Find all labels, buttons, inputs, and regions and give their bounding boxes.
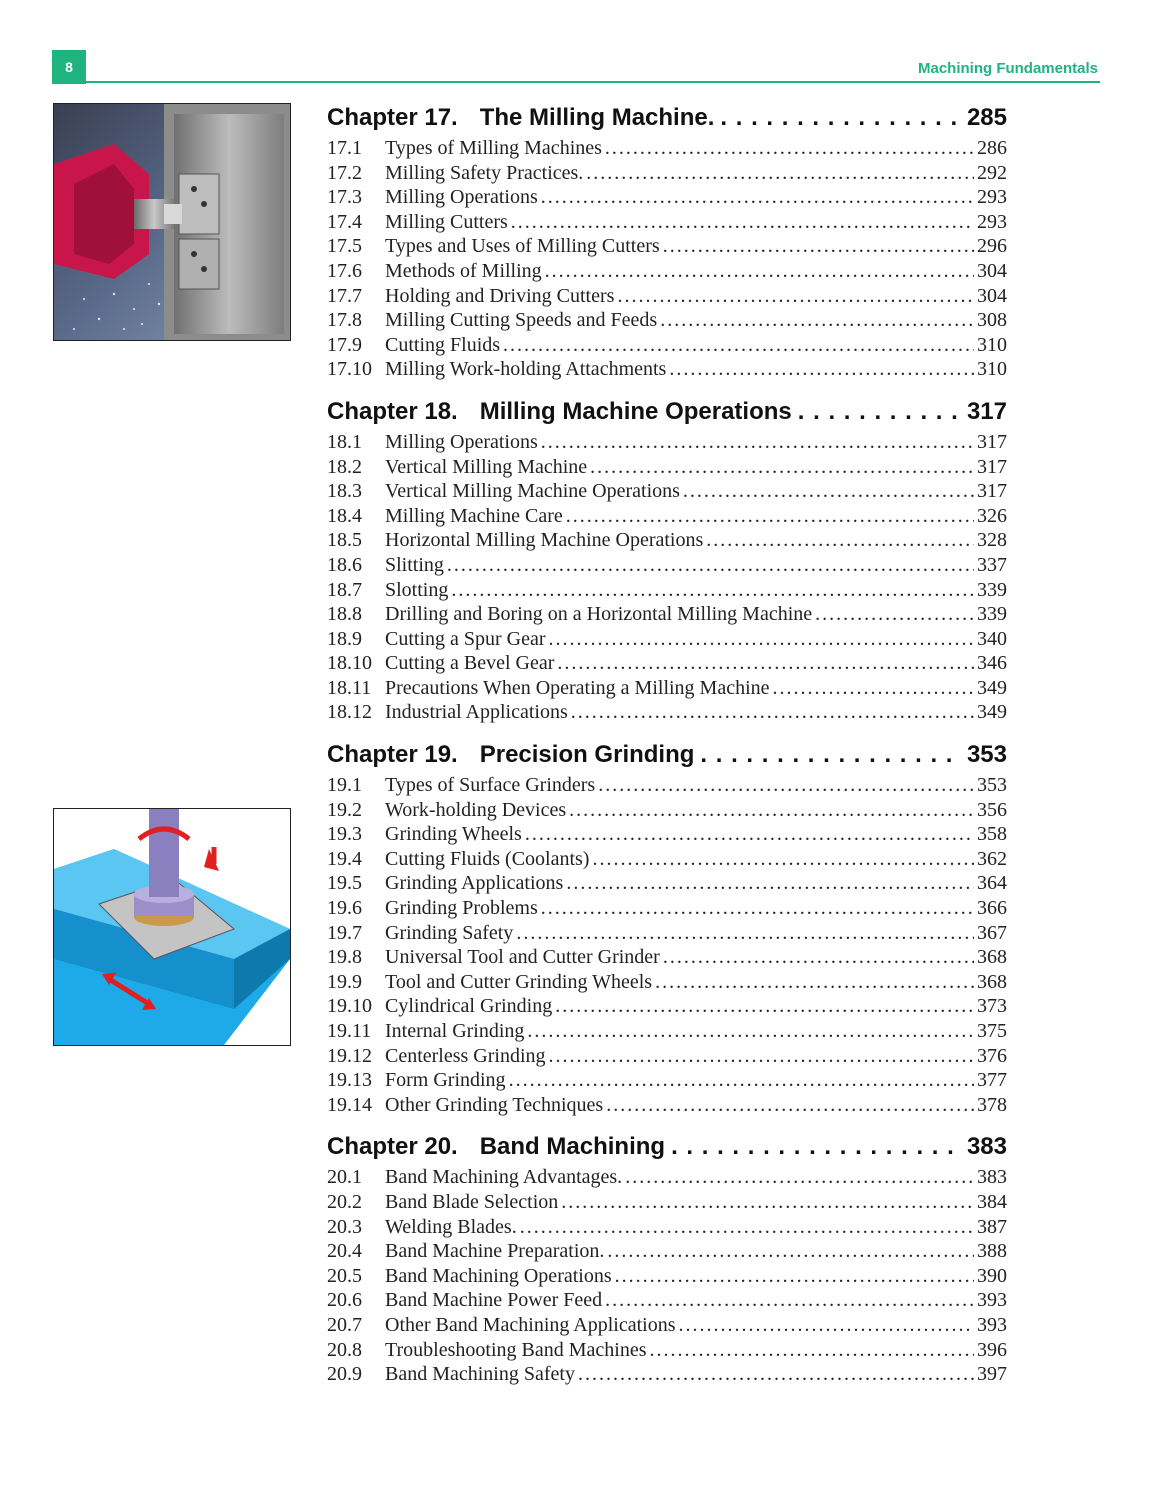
section-page: 317 xyxy=(977,480,1007,503)
section-page: 346 xyxy=(977,652,1007,675)
section-page: 349 xyxy=(977,701,1007,724)
section-page: 390 xyxy=(977,1264,1007,1287)
leader-dots xyxy=(615,1264,974,1289)
section-title: Milling Operations xyxy=(385,186,538,209)
leader-dots xyxy=(509,1068,974,1093)
leader-dots xyxy=(578,1362,974,1387)
section-number: 19.1 xyxy=(327,774,362,797)
chapter-block xyxy=(327,394,1007,725)
toc-entry[interactable] xyxy=(327,994,1007,1019)
section-title: Milling Machine Care xyxy=(385,504,563,527)
leader-dots xyxy=(669,357,974,382)
leader-dots xyxy=(516,921,974,946)
leader-dots xyxy=(720,100,961,136)
toc-entry[interactable] xyxy=(327,357,1007,382)
surface-grinder-illustration xyxy=(53,808,291,1046)
toc-entry[interactable] xyxy=(327,1239,1007,1264)
leader-dots xyxy=(663,945,974,970)
leader-dots xyxy=(541,185,974,210)
section-title: Other Grinding Techniques xyxy=(385,1093,604,1116)
toc-entry[interactable] xyxy=(327,528,1007,553)
leader-dots xyxy=(566,871,974,896)
chapter-block xyxy=(327,100,1007,382)
section-title: Troubleshooting Band Machines xyxy=(385,1338,647,1361)
toc-entry[interactable] xyxy=(327,676,1007,701)
toc-entry[interactable] xyxy=(327,553,1007,578)
chapter-label: Chapter 20. xyxy=(327,1133,458,1161)
section-title: Grinding Problems xyxy=(385,897,538,920)
section-page: 328 xyxy=(977,529,1007,552)
section-title: Other Band Machining Applications xyxy=(385,1313,676,1336)
section-title: Band Machining Safety xyxy=(385,1363,575,1386)
leader-dots xyxy=(605,136,974,161)
toc-entry[interactable] xyxy=(327,871,1007,896)
section-page: 378 xyxy=(977,1093,1007,1116)
section-page: 383 xyxy=(977,1166,1007,1189)
section-number: 18.12 xyxy=(327,701,372,724)
chapter-page: 285 xyxy=(966,104,1007,131)
leader-dots xyxy=(679,1313,974,1338)
section-page: 358 xyxy=(977,823,1007,846)
section-number: 20.9 xyxy=(327,1363,362,1386)
section-title: Types of Milling Machines xyxy=(385,137,602,159)
section-number: 20.4 xyxy=(327,1240,362,1263)
leader-dots xyxy=(606,1093,974,1118)
section-number: 19.13 xyxy=(327,1069,372,1092)
toc-entry[interactable] xyxy=(327,602,1007,627)
section-title: Methods of Milling xyxy=(385,259,542,282)
toc-entry[interactable] xyxy=(327,234,1007,259)
toc-entry[interactable] xyxy=(327,1068,1007,1093)
section-page: 296 xyxy=(977,235,1007,258)
section-number: 17.5 xyxy=(327,235,362,258)
section-number: 19.7 xyxy=(327,921,362,944)
leader-dots xyxy=(592,847,974,872)
leader-dots xyxy=(569,798,974,823)
section-number: 19.4 xyxy=(327,847,362,870)
section-number: 18.6 xyxy=(327,553,362,576)
section-title: Grinding Safety xyxy=(385,921,514,944)
toc-entry[interactable] xyxy=(327,1338,1007,1363)
section-page: 339 xyxy=(977,578,1007,601)
section-number: 18.2 xyxy=(327,455,362,478)
leader-dots xyxy=(660,308,974,333)
section-title: Welding Blades. xyxy=(385,1215,517,1238)
leader-dots xyxy=(566,504,974,529)
chapter-title: The Milling Machine. xyxy=(479,104,715,131)
chapter-page: 353 xyxy=(966,741,1007,769)
section-number: 17.4 xyxy=(327,210,362,233)
section-title: Vertical Milling Machine xyxy=(385,455,588,478)
section-title: Form Grinding xyxy=(385,1069,506,1092)
section-title: Milling Cutting Speeds and Feeds xyxy=(385,309,658,332)
section-title: Vertical Milling Machine Operations xyxy=(385,480,680,503)
section-number: 17.10 xyxy=(327,358,372,381)
toc-entry[interactable] xyxy=(327,627,1007,652)
leader-dots xyxy=(700,737,961,773)
section-title: Universal Tool and Cutter Grinder xyxy=(385,946,660,969)
section-number: 17.3 xyxy=(327,186,362,209)
toc-entry[interactable] xyxy=(327,284,1007,309)
leader-dots xyxy=(549,627,974,652)
section-title: Types and Uses of Milling Cutters xyxy=(385,235,660,258)
toc-entry[interactable] xyxy=(327,1093,1007,1118)
section-page: 364 xyxy=(977,872,1007,895)
section-page: 310 xyxy=(977,358,1007,381)
section-page: 367 xyxy=(977,921,1007,944)
toc-entry[interactable] xyxy=(327,798,1007,823)
section-number: 18.1 xyxy=(327,430,362,453)
chapter-heading[interactable] xyxy=(327,1129,1007,1165)
section-number: 19.6 xyxy=(327,897,362,920)
chapter-label: Chapter 17. xyxy=(327,104,458,131)
toc-entry[interactable] xyxy=(327,1264,1007,1289)
leader-dots xyxy=(649,1338,974,1363)
section-page: 339 xyxy=(977,603,1007,626)
section-page: 368 xyxy=(977,946,1007,969)
section-title: Cutting a Spur Gear xyxy=(385,627,546,650)
chapter-page: 317 xyxy=(966,397,1007,425)
toc-entry[interactable] xyxy=(327,1288,1007,1313)
leader-dots xyxy=(617,284,974,309)
leader-dots xyxy=(545,259,974,284)
section-title: Band Blade Selection xyxy=(385,1190,559,1213)
section-page: 326 xyxy=(977,504,1007,527)
toc-entry[interactable] xyxy=(327,308,1007,333)
section-page: 384 xyxy=(977,1190,1007,1213)
chapter-heading[interactable] xyxy=(327,394,1007,430)
section-page: 387 xyxy=(977,1215,1007,1238)
leader-dots xyxy=(655,970,974,995)
section-number: 20.3 xyxy=(327,1215,362,1238)
chapter-heading[interactable] xyxy=(327,737,1007,773)
toc-entry[interactable] xyxy=(327,1215,1007,1240)
section-page: 397 xyxy=(977,1363,1007,1386)
running-header-title: Machining Fundamentals xyxy=(917,60,1098,77)
section-page: 293 xyxy=(977,210,1007,233)
section-title: Milling Operations xyxy=(385,430,538,453)
section-title: Cutting a Bevel Gear xyxy=(385,652,555,675)
section-title: Grinding Applications xyxy=(385,872,564,895)
toc-entry[interactable] xyxy=(327,1313,1007,1338)
section-page: 317 xyxy=(977,430,1007,453)
section-number: 19.2 xyxy=(327,798,362,821)
table-of-contents xyxy=(327,100,1007,1399)
leader-dots xyxy=(671,1129,961,1165)
section-number: 20.6 xyxy=(327,1289,362,1312)
leader-dots xyxy=(663,234,974,259)
leader-dots xyxy=(555,994,974,1019)
chapter-label: Chapter 18. xyxy=(327,397,458,425)
section-number: 18.3 xyxy=(327,480,362,503)
section-page: 377 xyxy=(977,1069,1007,1092)
chapter-block xyxy=(327,1129,1007,1386)
section-page: 317 xyxy=(977,455,1007,478)
section-page: 368 xyxy=(977,970,1007,993)
section-number: 18.11 xyxy=(327,676,372,699)
section-title: Industrial Applications xyxy=(385,701,568,724)
toc-entry[interactable] xyxy=(327,1165,1007,1190)
section-page: 353 xyxy=(977,774,1007,797)
section-page: 286 xyxy=(977,137,1007,159)
leader-dots xyxy=(549,1044,974,1069)
toc-entry[interactable] xyxy=(327,430,1007,455)
toc-entry[interactable] xyxy=(327,945,1007,970)
leader-dots xyxy=(706,528,974,553)
section-page: 376 xyxy=(977,1044,1007,1067)
chapter-title: Precision Grinding xyxy=(479,741,695,769)
section-page: 293 xyxy=(977,186,1007,209)
section-page: 337 xyxy=(977,553,1007,576)
section-title: Holding and Driving Cutters xyxy=(385,284,615,307)
section-number: 19.10 xyxy=(327,995,372,1018)
section-number: 18.4 xyxy=(327,504,362,527)
leader-dots xyxy=(541,430,974,455)
toc-entry[interactable] xyxy=(327,479,1007,504)
leader-dots xyxy=(571,700,974,725)
toc-entry[interactable] xyxy=(327,1044,1007,1069)
section-title: Tool and Cutter Grinding Wheels xyxy=(385,970,653,993)
section-number: 20.7 xyxy=(327,1313,362,1336)
section-title: Milling Work-holding Attachments xyxy=(385,358,667,381)
leader-dots xyxy=(503,333,974,358)
leader-dots xyxy=(561,1190,974,1215)
chapter-label: Chapter 19. xyxy=(327,741,458,769)
toc-entry[interactable] xyxy=(327,185,1007,210)
section-title: Cutting Fluids xyxy=(385,333,501,356)
toc-entry[interactable] xyxy=(327,259,1007,284)
leader-dots xyxy=(586,161,974,186)
section-title: Internal Grinding xyxy=(385,1020,525,1042)
milling-machine-photo xyxy=(53,103,291,341)
section-page: 304 xyxy=(977,259,1007,282)
section-number: 20.8 xyxy=(327,1338,362,1361)
section-page: 349 xyxy=(977,676,1007,699)
section-title: Band Machine Power Feed xyxy=(385,1289,603,1312)
leader-dots xyxy=(541,896,974,921)
section-number: 19.14 xyxy=(327,1093,372,1116)
leader-dots xyxy=(511,210,974,235)
section-title: Work-holding Devices xyxy=(385,798,567,821)
leader-dots xyxy=(451,578,974,603)
section-title: Cylindrical Grinding xyxy=(385,995,553,1018)
leader-dots xyxy=(815,602,974,627)
leader-dots xyxy=(527,1019,974,1044)
leader-dots xyxy=(447,553,974,578)
section-page: 393 xyxy=(977,1289,1007,1312)
section-number: 17.7 xyxy=(327,284,362,307)
toc-entry[interactable] xyxy=(327,822,1007,847)
section-page: 375 xyxy=(977,1020,1007,1042)
section-title: Band Machine Preparation. xyxy=(385,1240,605,1263)
toc-entry[interactable] xyxy=(327,651,1007,676)
section-title: Slotting xyxy=(385,578,449,601)
section-title: Precautions When Operating a Milling Machine xyxy=(385,676,770,699)
toc-entry[interactable] xyxy=(327,455,1007,480)
toc-entry[interactable] xyxy=(327,1362,1007,1387)
section-page: 393 xyxy=(977,1313,1007,1336)
section-title: Drilling and Boring on a Horizontal Milling Machine xyxy=(385,603,813,626)
leader-dots xyxy=(525,822,974,847)
section-number: 19.3 xyxy=(327,823,362,846)
leader-dots xyxy=(520,1215,974,1240)
section-title: Slitting xyxy=(385,553,444,576)
section-page: 356 xyxy=(977,798,1007,821)
section-number: 18.10 xyxy=(327,652,372,675)
leader-dots xyxy=(605,1288,974,1313)
leader-dots xyxy=(625,1165,974,1190)
section-title: Band Machining Advantages. xyxy=(385,1166,623,1189)
section-number: 19.11 xyxy=(327,1020,372,1042)
section-number: 20.1 xyxy=(327,1166,362,1189)
toc-entry[interactable] xyxy=(327,970,1007,995)
section-number: 20.5 xyxy=(327,1264,362,1287)
section-page: 292 xyxy=(977,161,1007,184)
section-title: Milling Cutters xyxy=(385,210,508,233)
section-title: Types of Surface Grinders xyxy=(385,774,596,797)
section-number: 19.12 xyxy=(327,1044,372,1067)
section-title: Grinding Wheels xyxy=(385,823,522,846)
section-number: 17.9 xyxy=(327,333,362,356)
toc-entry[interactable] xyxy=(327,700,1007,725)
toc-entry[interactable] xyxy=(327,921,1007,946)
chapter-heading[interactable] xyxy=(327,100,1007,136)
leader-dots xyxy=(598,773,974,798)
section-page: 373 xyxy=(977,995,1007,1018)
section-number: 18.5 xyxy=(327,529,362,552)
section-title: Horizontal Milling Machine Operations xyxy=(385,529,704,552)
leader-dots xyxy=(798,394,961,430)
chapter-title: Milling Machine Operations xyxy=(479,397,792,425)
header-rule xyxy=(86,81,1100,83)
section-page: 304 xyxy=(977,284,1007,307)
section-number: 17.6 xyxy=(327,259,362,282)
toc-entry[interactable] xyxy=(327,210,1007,235)
section-number: 17.8 xyxy=(327,309,362,332)
section-number: 20.2 xyxy=(327,1190,362,1213)
chapter-title: Band Machining xyxy=(479,1133,666,1161)
chapter-block xyxy=(327,737,1007,1117)
section-number: 18.9 xyxy=(327,627,362,650)
section-page: 340 xyxy=(977,627,1007,650)
section-title: Centerless Grinding xyxy=(385,1044,546,1067)
section-number: 19.8 xyxy=(327,946,362,969)
section-number: 17.2 xyxy=(327,161,362,184)
leader-dots xyxy=(607,1239,974,1264)
section-number: 19.9 xyxy=(327,970,362,993)
section-page: 388 xyxy=(977,1240,1007,1263)
section-title: Cutting Fluids (Coolants) xyxy=(385,847,590,870)
section-page: 362 xyxy=(977,847,1007,870)
toc-entry[interactable] xyxy=(327,136,1007,161)
page-number: 8 xyxy=(65,59,73,75)
section-page: 366 xyxy=(977,897,1007,920)
section-page: 310 xyxy=(977,333,1007,356)
toc-entry[interactable] xyxy=(327,847,1007,872)
chapter-page: 383 xyxy=(966,1133,1007,1161)
section-number: 18.8 xyxy=(327,603,362,626)
page-number-badge xyxy=(52,50,86,84)
leader-dots xyxy=(773,676,974,701)
toc-entry[interactable] xyxy=(327,1190,1007,1215)
section-page: 308 xyxy=(977,309,1007,332)
toc-entry[interactable] xyxy=(327,578,1007,603)
toc-entry[interactable] xyxy=(327,1019,1007,1044)
toc-entry[interactable] xyxy=(327,504,1007,529)
toc-entry[interactable] xyxy=(327,161,1007,186)
section-title: Milling Safety Practices. xyxy=(385,161,584,184)
section-number: 19.5 xyxy=(327,872,362,895)
toc-entry[interactable] xyxy=(327,896,1007,921)
section-page: 396 xyxy=(977,1338,1007,1361)
leader-dots xyxy=(683,479,974,504)
leader-dots xyxy=(590,455,974,480)
toc-entry[interactable] xyxy=(327,333,1007,358)
toc-entry[interactable] xyxy=(327,773,1007,798)
leader-dots xyxy=(557,651,974,676)
section-title: Band Machining Operations xyxy=(385,1264,612,1287)
section-number: 17.1 xyxy=(327,137,362,159)
section-number: 18.7 xyxy=(327,578,362,601)
